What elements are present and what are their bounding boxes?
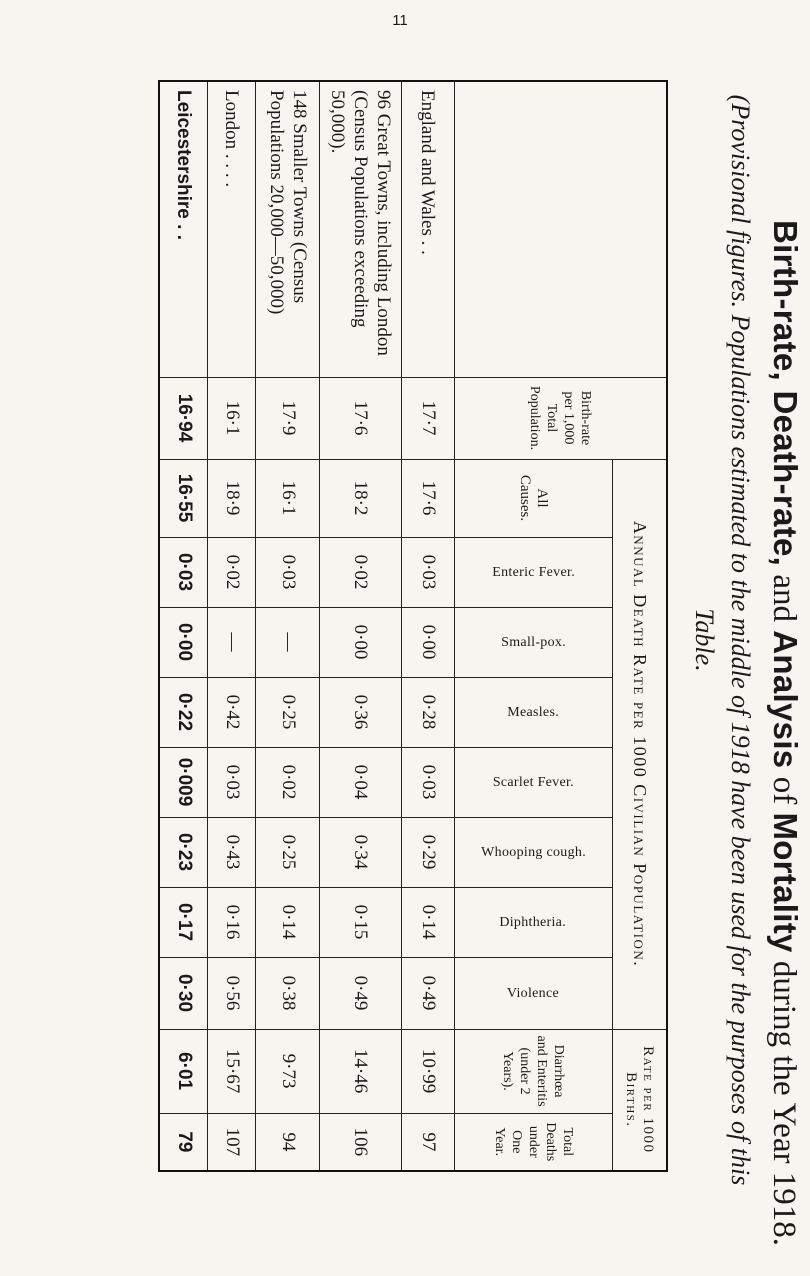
page-number: 11: [392, 12, 408, 29]
diarrhoea-header: Diarrhœa and Enteritis (under 2 Years).: [454, 1029, 612, 1113]
infant-deaths-value: 94: [256, 1113, 319, 1171]
table-row: [256, 81, 319, 1171]
scarlet-fever-value: 0·02: [256, 747, 319, 817]
area-name: England and Wales . .: [401, 81, 454, 377]
title-rest: during the Year 1918.: [766, 960, 802, 1246]
area-name: Leicestershire . .: [159, 81, 208, 377]
birth-rate-value: 17·7: [401, 377, 454, 459]
birth-rate-value: 16·94: [159, 377, 208, 459]
all-causes-value: 17·6: [401, 459, 454, 537]
small-pox-value: 0·00: [401, 607, 454, 677]
small-pox-header: Small-pox.: [500, 634, 566, 650]
rotated-page-content: [10, 80, 810, 1246]
mortality-table: [158, 80, 668, 1172]
title-part3: Mortality: [767, 812, 804, 953]
diarrhoea-value: 14·46: [319, 1029, 401, 1113]
measles-value: 0·22: [159, 677, 208, 747]
all-causes-value: 16·1: [256, 459, 319, 537]
small-pox-value: —: [208, 607, 256, 677]
diarrhoea-value: 6·01: [159, 1029, 208, 1113]
scarlet-fever-value: 0·03: [401, 747, 454, 817]
violence-value: 0·38: [256, 957, 319, 1029]
diphtheria-value: 0·15: [319, 887, 401, 957]
enteric-fever-value: 0·03: [401, 537, 454, 607]
all-causes-value: 16·55: [159, 459, 208, 537]
measles-value: 0·36: [319, 677, 401, 747]
scarlet-fever-header-cell: [454, 747, 612, 817]
all-causes-value: 18·9: [208, 459, 256, 537]
violence-value: 0·30: [159, 957, 208, 1029]
infant-deaths-value: 79: [159, 1113, 208, 1171]
measles-value: 0·42: [208, 677, 256, 747]
scarlet-fever-value: 0·009: [159, 747, 208, 817]
all-causes-header: All Causes.: [454, 459, 612, 537]
area-name: 148 Smaller Towns (Census Populations 20,000—50,000): [256, 81, 319, 377]
enteric-fever-header: Enteric Fever.: [491, 564, 575, 580]
table-row: [319, 81, 401, 1171]
table-subtitle: (Provisional figures. Populations estimated to the middle of 1918 have been used for the purposes of this Table.: [690, 94, 755, 1186]
area-name: 96 Great Towns, including London (Census Populations exceeding 50,000).: [319, 81, 401, 377]
title-of: of: [766, 776, 802, 805]
scarlet-fever-value: 0·03: [208, 747, 256, 817]
rate-per-1000-births-header: Rate per 1000 Births.: [612, 1029, 667, 1171]
scarlet-fever-value: 0·04: [319, 747, 401, 817]
infant-deaths-value: 107: [208, 1113, 256, 1171]
whooping-cough-value: 0·43: [208, 817, 256, 887]
enteric-fever-value: 0·02: [319, 537, 401, 607]
diphtheria-header: Diphtheria.: [499, 914, 567, 930]
whooping-cough-value: 0·23: [159, 817, 208, 887]
measles-header: Measles.: [507, 704, 560, 720]
enteric-fever-value: 0·02: [208, 537, 256, 607]
birth-rate-value: 17·6: [319, 377, 401, 459]
birth-rate-header: Birth-rate per 1,000 Total Population.: [454, 377, 667, 459]
enteric-fever-value: 0·03: [256, 537, 319, 607]
measles-value: 0·28: [401, 677, 454, 747]
violence-value: 0·49: [319, 957, 401, 1029]
diarrhoea-value: 15·67: [208, 1029, 256, 1113]
diphtheria-value: 0·17: [159, 887, 208, 957]
violence-header: Violence: [507, 985, 560, 1001]
whooping-cough-value: 0·34: [319, 817, 401, 887]
small-pox-value: —: [256, 607, 319, 677]
page-title: [765, 220, 804, 1246]
measles-value: 0·25: [256, 677, 319, 747]
violence-value: 0·56: [208, 957, 256, 1029]
title-part1: Birth-rate, Death-rate,: [767, 220, 804, 567]
table-row: [401, 81, 454, 1171]
whooping-cough-value: 0·29: [401, 817, 454, 887]
small-pox-header-cell: [454, 607, 612, 677]
area-name: London . . . .: [208, 81, 256, 377]
title-part2: Analysis: [767, 630, 804, 769]
whooping-cough-header: Whooping cough.: [480, 844, 586, 860]
area-header-cell: [454, 81, 667, 377]
scarlet-fever-header: Scarlet Fever.: [492, 774, 574, 790]
small-pox-value: 0·00: [319, 607, 401, 677]
all-causes-value: 18·2: [319, 459, 401, 537]
total-deaths-header: Total Deaths under One Year.: [454, 1113, 612, 1171]
title-and: and: [766, 574, 802, 623]
enteric-fever-header-cell: [454, 537, 612, 607]
whooping-cough-value: 0·25: [256, 817, 319, 887]
annual-death-rate-header: Annual Death Rate per 1000 Civilian Population.: [612, 459, 667, 1029]
birth-rate-value: 16·1: [208, 377, 256, 459]
violence-header-cell: [454, 957, 612, 1029]
diarrhoea-value: 9·73: [256, 1029, 319, 1113]
measles-header-cell: [454, 677, 612, 747]
enteric-fever-value: 0·03: [159, 537, 208, 607]
small-pox-value: 0·00: [159, 607, 208, 677]
diphtheria-header-cell: [454, 887, 612, 957]
infant-deaths-value: 106: [319, 1113, 401, 1171]
violence-value: 0·49: [401, 957, 454, 1029]
whooping-cough-header-cell: [454, 817, 612, 887]
birth-rate-value: 17·9: [256, 377, 319, 459]
diphtheria-value: 0·14: [401, 887, 454, 957]
diphtheria-value: 0·16: [208, 887, 256, 957]
diarrhoea-value: 10·99: [401, 1029, 454, 1113]
table-row: [159, 81, 208, 1171]
table-row: [208, 81, 256, 1171]
diphtheria-value: 0·14: [256, 887, 319, 957]
infant-deaths-value: 97: [401, 1113, 454, 1171]
